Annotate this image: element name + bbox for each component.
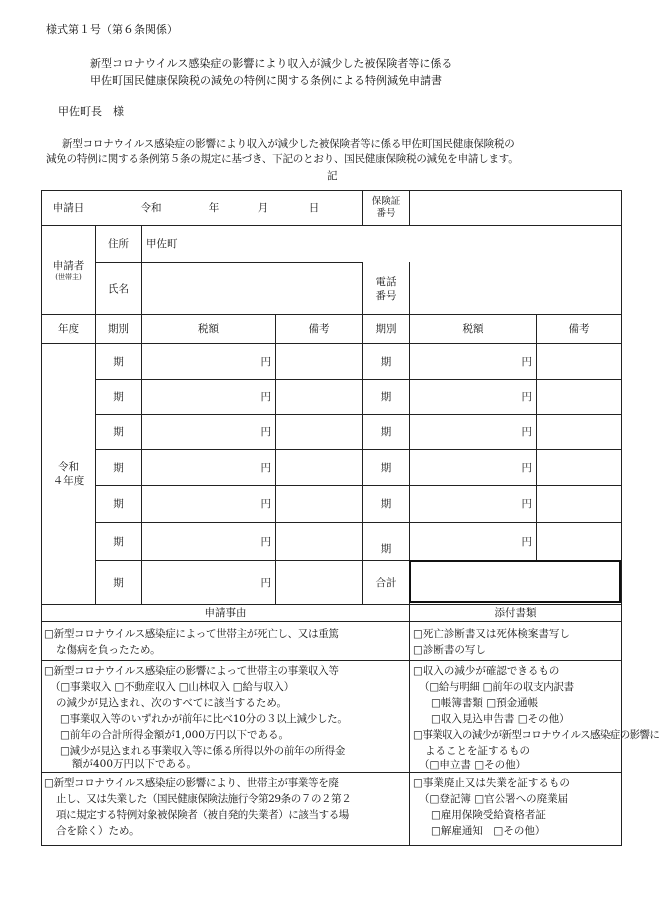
tax-amount-cell[interactable]: 円 <box>521 461 532 474</box>
name-label: 氏名 <box>108 282 129 295</box>
period-cell[interactable]: 期 <box>380 391 392 403</box>
reason-3-line-3: 項に規定する特例対象被保険者（被自発的失業者）に該当する場 <box>56 809 349 821</box>
phone-label: 電話 番号 <box>375 275 397 302</box>
date-month-unit: 月 <box>257 202 269 214</box>
address-label: 住所 <box>108 238 129 250</box>
reason-2-line-6[interactable]: □減少が見込まれる事業収入等に係る所得以外の前年の所得金 <box>60 745 346 757</box>
period-cell[interactable]: 期 <box>113 391 124 403</box>
date-label: 申請日 <box>52 202 85 214</box>
intro-line-2: 減免の特例に関する条例第５条の規定に基づき、下記のとおり、国民健康保険税の減免を申請します。 <box>46 153 519 165</box>
title-line-1: 新型コロナウイルス感染症の影響により収入が減少した被保険者等に係る <box>90 57 453 70</box>
tax-amount-cell[interactable]: 円 <box>521 535 532 548</box>
tax-amount-cell[interactable]: 円 <box>260 498 271 510</box>
address-field-extended[interactable] <box>363 226 621 262</box>
col-header-year: 年度 <box>58 323 79 335</box>
name-field[interactable] <box>142 263 362 314</box>
reason-3-line-2: 止し、又は失業した（国民健康保険法施行令第29条の７の２第２ <box>56 793 352 805</box>
date-era: 令和 <box>140 202 162 214</box>
attachment-1-line-2[interactable]: □診断書の写し <box>413 644 486 656</box>
attachment-2-line-2[interactable]: （□給与明細 □前年の収支内訳書 <box>419 681 574 693</box>
col-header-period-left: 期別 <box>108 323 129 335</box>
form-number: 様式第１号（第６条関係） <box>46 23 178 36</box>
attachment-3-line-1[interactable]: □事業廃止又は失業を証するもの <box>413 777 570 789</box>
period-cell[interactable]: 期 <box>113 576 124 589</box>
attachment-3-line-4[interactable]: □解雇通知 □その他） <box>431 825 546 837</box>
period-cell[interactable]: 期 <box>380 355 392 368</box>
period-cell[interactable]: 期 <box>380 542 392 555</box>
intro-line-1: 新型コロナウイルス感染症の影響により収入が減少した被保険者等に係る甲佐町国民健康保険税の <box>62 138 515 150</box>
title-line-2: 甲佐町国民健康保険税の減免の特例に関する条例による特例減免申請書 <box>90 74 442 87</box>
period-cell[interactable]: 期 <box>380 461 392 474</box>
tax-amount-cell[interactable]: 円 <box>260 576 271 589</box>
total-label: 合計 <box>375 576 397 589</box>
insurance-number-field[interactable] <box>410 191 621 225</box>
tax-amount-cell[interactable]: 円 <box>260 461 271 474</box>
attachment-2-line-6: よることを証するもの <box>425 745 530 757</box>
tax-amount-cell[interactable]: 円 <box>260 391 271 403</box>
attachment-1-line-1[interactable]: □死亡診断書又は死体検案書写し <box>413 628 570 640</box>
tax-amount-cell[interactable]: 円 <box>260 426 271 438</box>
total-amount-field[interactable] <box>412 562 619 602</box>
attachment-3-line-3[interactable]: □雇用保険受給資格者証 <box>431 809 546 821</box>
ki-heading: 記 <box>327 170 338 182</box>
attachment-2-line-3[interactable]: □帳簿書類 □預金通帳 <box>431 697 539 709</box>
col-header-period-right: 期別 <box>375 323 397 335</box>
reason-2-line-7: 額が400万円以下である。 <box>72 758 198 770</box>
col-header-note-right: 備考 <box>568 323 590 335</box>
tax-amount-cell[interactable]: 円 <box>260 355 271 368</box>
fiscal-year-label: 令和 ４年度 <box>52 461 85 487</box>
tax-amount-cell[interactable]: 円 <box>521 498 532 510</box>
attachment-3-line-2[interactable]: （□登記簿 □官公署への廃業届 <box>419 793 569 805</box>
col-header-tax-left: 税額 <box>198 323 219 335</box>
date-day-unit: 日 <box>308 202 320 214</box>
address-field[interactable]: 甲佐町 <box>146 238 178 250</box>
period-cell[interactable]: 期 <box>113 355 124 368</box>
period-cell[interactable]: 期 <box>113 426 124 438</box>
addressee: 甲佐町長 様 <box>58 105 124 118</box>
reason-3-line-1[interactable]: □新型コロナウイルス感染症の影響により、世帯主が事業等を廃 <box>44 777 339 789</box>
period-cell[interactable]: 期 <box>380 426 392 438</box>
phone-field[interactable] <box>410 263 621 314</box>
col-header-note-left: 備考 <box>308 323 330 335</box>
reason-2-line-1[interactable]: □新型コロナウイルス感染症の影響によって世帯主の事業収入等 <box>44 665 339 677</box>
date-year-unit: 年 <box>208 202 220 214</box>
period-cell[interactable]: 期 <box>113 461 124 474</box>
period-cell[interactable]: 期 <box>380 498 392 510</box>
reason-1-line-2: な傷病を負ったため。 <box>56 644 161 656</box>
reason-2-line-5[interactable]: □前年の合計所得金額が1,000万円以下である。 <box>60 729 289 741</box>
tax-amount-cell[interactable]: 円 <box>521 391 532 403</box>
insurance-number-label: 保険証 番号 <box>371 196 401 219</box>
reason-1-line-1[interactable]: □新型コロナウイルス感染症によって世帯主が死亡し、又は重篤 <box>44 628 339 640</box>
reason-3-line-4: 合を除く）ため。 <box>56 825 140 837</box>
attachment-2-line-1[interactable]: □収入の減少が確認できるもの <box>413 665 560 677</box>
reason-2-line-3: の減少が見込まれ、次のすべてに該当するため。 <box>56 697 287 709</box>
attachment-2-line-4[interactable]: □収入見込申告書 □その他） <box>431 713 570 725</box>
tax-amount-cell[interactable]: 円 <box>521 426 532 438</box>
reasons-header: 申請事由 <box>204 607 247 619</box>
attachment-2-line-7[interactable]: （□申立書 □その他） <box>419 759 527 771</box>
tax-amount-cell[interactable]: 円 <box>521 355 532 368</box>
col-header-tax-right: 税額 <box>462 323 484 335</box>
reason-2-line-4[interactable]: □事業収入等のいずれかが前年に比べ10分の３以上減少した。 <box>60 713 348 725</box>
period-cell[interactable]: 期 <box>113 535 124 548</box>
reason-2-line-2[interactable]: （□事業収入 □不動産収入 □山林収入 □給与収入） <box>50 681 294 693</box>
attachment-2-line-5[interactable]: □事業収入の減少が新型コロナウイルス感染症の影響に <box>413 729 659 741</box>
attachments-header: 添付書類 <box>494 607 537 619</box>
period-cell[interactable]: 期 <box>113 498 124 510</box>
applicant-label: 申請者 (世帯主) <box>52 259 85 281</box>
tax-amount-cell[interactable]: 円 <box>260 535 271 548</box>
